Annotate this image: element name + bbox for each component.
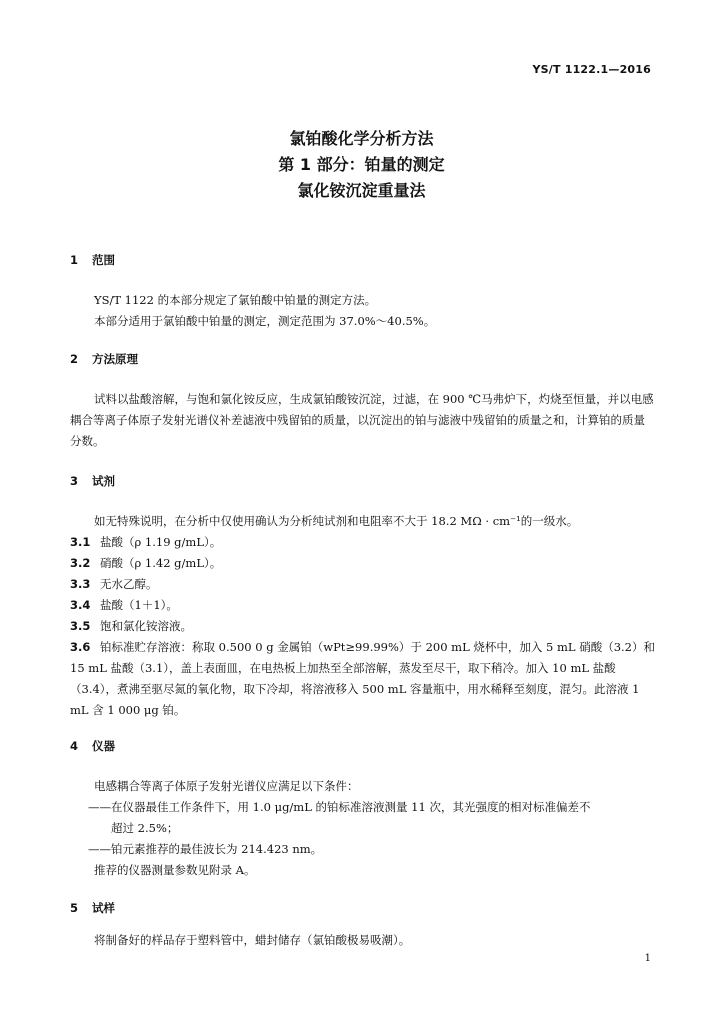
- section-4-heading: [70, 738, 115, 754]
- section-4-number: 4: [70, 739, 79, 753]
- section-2-title: 方法原理: [92, 352, 138, 366]
- section-3-para-1: 如无特殊说明，在分析中仅使用确认为分析纯试剂和电阻率不大于 18.2 MΩ · cm⁻¹的一级水。: [94, 514, 579, 528]
- reagent-number: 3.1: [70, 535, 91, 549]
- section-4-title: 仪器: [92, 739, 115, 753]
- section-3-number: 3: [70, 474, 79, 488]
- reagent-item: [70, 532, 655, 553]
- condition-1-line-b: 超过 2.5%；: [111, 821, 179, 835]
- section-5-number: 5: [70, 901, 79, 915]
- reagent-text: 饱和氯化铵溶液。: [100, 619, 192, 633]
- reagent-text: 铂标准贮存溶液：称取 0.500 0 g 金属铂（wPt≥99.99%）于 200 mL 烧杯中，加入 5 mL 硝酸（3.2）和 15 mL 盐酸（3.1），盖上表面皿，在电热板上加热至全部溶解，蒸发至尽干，取下稍冷。加入 10 mL 盐酸（3.4），煮沸至驱尽氮的氧化物，取下冷却，将溶液移入 500 mL 容量瓶中，用水稀释至刻度，混匀。此溶液 1 mL 含 1 000 μg 铂。: [70, 640, 655, 717]
- section-3-title: 试剂: [92, 474, 115, 488]
- reagent-number: 3.3: [70, 577, 91, 591]
- section-5-heading: [70, 900, 115, 916]
- instrument-condition-1: [88, 797, 656, 839]
- standard-code: YS/T 1122.1—2016: [532, 63, 651, 76]
- page-number: 1: [644, 953, 651, 964]
- reagent-text: 盐酸（ρ 1.19 g/mL）。: [100, 535, 222, 549]
- reagent-number: 3.5: [70, 619, 91, 633]
- section-4-para-2: 推荐的仪器测量参数见附录 A。: [94, 863, 256, 877]
- reagent-item: [70, 616, 655, 637]
- section-1-number: 1: [70, 253, 79, 267]
- instrument-condition-2: ——铂元素推荐的最佳波长为 214.423 nm。: [88, 842, 323, 856]
- reagent-text: 硝酸（ρ 1.42 g/mL）。: [100, 556, 222, 570]
- reagent-item: [70, 553, 655, 574]
- section-2-heading: [70, 351, 138, 367]
- reagent-item: [70, 574, 655, 595]
- section-1-title: 范围: [92, 253, 115, 267]
- section-1-heading: [70, 252, 115, 268]
- reagent-number: 3.4: [70, 598, 91, 612]
- section-5-title: 试样: [92, 901, 115, 915]
- reagent-text: 盐酸（1＋1）。: [100, 598, 178, 612]
- section-5-para-1: 将制备好的样品存于塑料管中，蜡封储存（氯铂酸极易吸潮）。: [94, 933, 411, 947]
- section-1-para-2: 本部分适用于氯铂酸中铂量的测定，测定范围为 37.0%～40.5%。: [94, 314, 436, 328]
- section-4-para-1: 电感耦合等离子体原子发射光谱仪应满足以下条件：: [94, 779, 359, 793]
- reagent-item: [70, 637, 655, 721]
- reagent-number: 3.2: [70, 556, 91, 570]
- reagent-text: 无水乙醇。: [100, 577, 158, 591]
- reagent-item: [70, 595, 655, 616]
- section-2-para-1: 试料以盐酸溶解，与饱和氯化铵反应，生成氯铂酸铵沉淀，过滤，在 900 ℃马弗炉下，灼烧至恒量，并以电感耦合等离子体原子发射光谱仪补差滤液中残留铂的质量，以沉淀出的铂与滤液中残留铂的质量之和，计算铂的质量分数。: [70, 392, 654, 448]
- title-line-2: 第 1 部分：铂量的测定: [278, 155, 445, 174]
- condition-1-line-a: ——在仪器最佳工作条件下，用 1.0 μg/mL 的铂标准溶液测量 11 次，其光强度的相对标准偏差不: [88, 800, 591, 814]
- section-2-number: 2: [70, 352, 79, 366]
- title-line-1: 氯铂酸化学分析方法: [289, 129, 434, 148]
- reagent-number: 3.6: [70, 640, 91, 654]
- section-1-para-1: YS/T 1122 的本部分规定了氯铂酸中铂量的测定方法。: [94, 293, 377, 307]
- title-line-3: 氯化铵沉淀重量法: [297, 181, 426, 200]
- section-3-heading: [70, 473, 115, 489]
- document-title: [0, 126, 723, 204]
